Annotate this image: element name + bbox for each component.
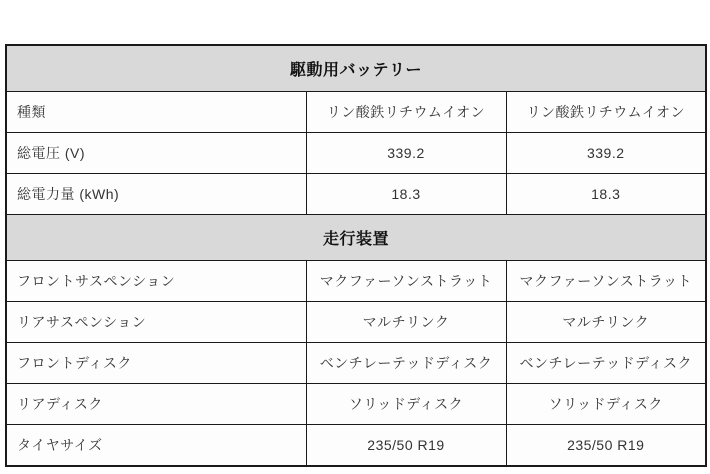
row-value: リン酸鉄リチウムイオン — [506, 92, 706, 133]
row-value: 235/50 R19 — [306, 425, 506, 467]
row-value: ベンチレーテッドディスク — [306, 343, 506, 384]
table-row — [6, 261, 706, 302]
row-value: 235/50 R19 — [506, 425, 706, 467]
row-value: マクファーソンストラット — [506, 261, 706, 302]
row-value: 339.2 — [506, 133, 706, 174]
table-row — [6, 174, 706, 215]
row-value: マルチリンク — [506, 302, 706, 343]
row-value: マクファーソンストラット — [306, 261, 506, 302]
row-label: タイヤサイズ — [6, 425, 306, 467]
table-row — [6, 133, 706, 174]
row-value: ソリッドディスク — [506, 384, 706, 425]
row-label: リアディスク — [6, 384, 306, 425]
vehicle-spec-table — [5, 44, 707, 467]
row-value: マルチリンク — [306, 302, 506, 343]
row-label: フロントディスク — [6, 343, 306, 384]
row-value: 18.3 — [506, 174, 706, 215]
row-label: フロントサスペンション — [6, 261, 306, 302]
section-header-row — [6, 45, 706, 92]
spec-table-body — [6, 45, 706, 466]
table-row — [6, 425, 706, 467]
table-row — [6, 92, 706, 133]
table-row — [6, 343, 706, 384]
section-header-row — [6, 215, 706, 261]
table-row — [6, 302, 706, 343]
row-label: 総電圧 (V) — [6, 133, 306, 174]
row-value: 339.2 — [306, 133, 506, 174]
row-value: ベンチレーテッドディスク — [506, 343, 706, 384]
row-value: リン酸鉄リチウムイオン — [306, 92, 506, 133]
table-row — [6, 384, 706, 425]
section-header: 駆動用バッテリー — [6, 45, 706, 92]
section-header: 走行装置 — [6, 215, 706, 261]
row-value: 18.3 — [306, 174, 506, 215]
row-label: 種類 — [6, 92, 306, 133]
row-label: リアサスペンション — [6, 302, 306, 343]
row-label: 総電力量 (kWh) — [6, 174, 306, 215]
row-value: ソリッドディスク — [306, 384, 506, 425]
